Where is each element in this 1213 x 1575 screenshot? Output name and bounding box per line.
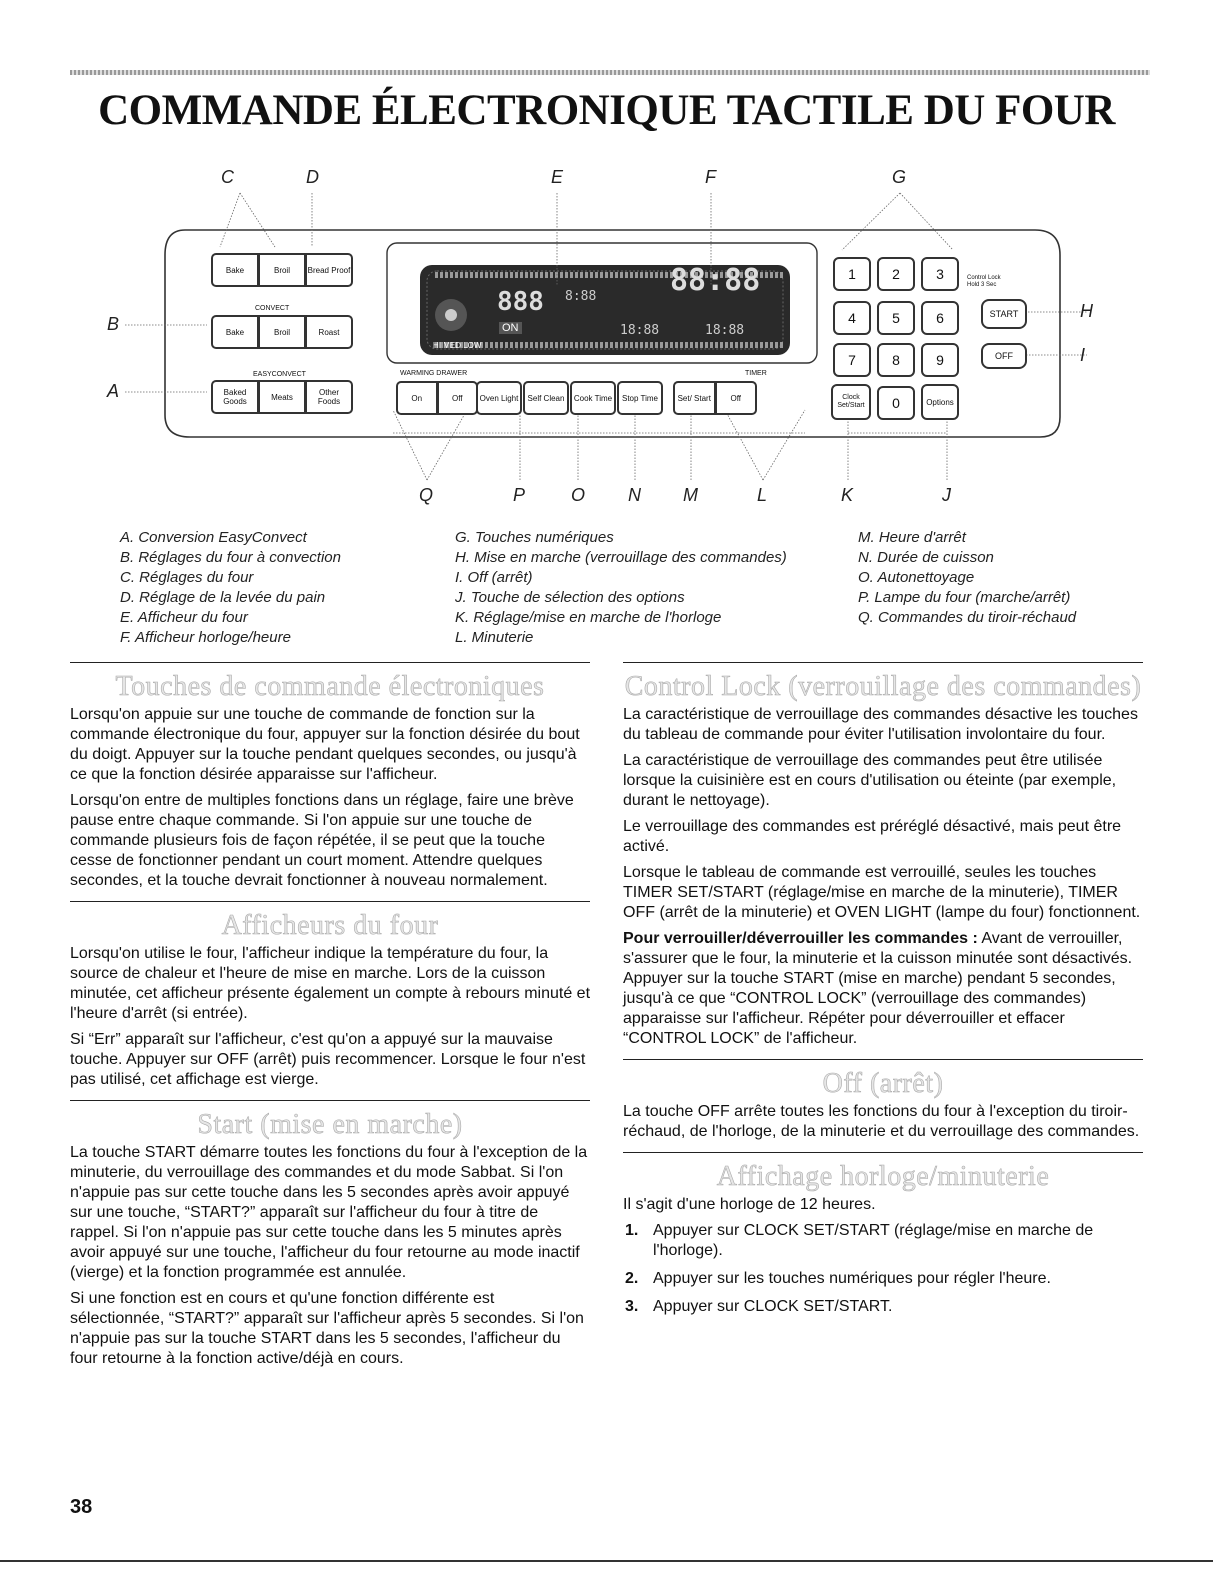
section-rule <box>623 1152 1143 1153</box>
start-key[interactable]: START <box>981 299 1027 329</box>
letter-o: O <box>571 485 586 505</box>
display-small-mid: 8:88 <box>565 289 597 304</box>
letter-g: G <box>892 167 907 187</box>
section-title: Touches de commande électroniques <box>115 671 545 702</box>
control-lock-label: Control Lock Hold 3 Sec <box>967 275 1001 288</box>
panel-key[interactable]: Off <box>436 383 477 413</box>
display-on-label: ON <box>499 322 522 334</box>
legend-item: P. Lampe du four (marche/arrêt) <box>858 589 1071 606</box>
panel-key[interactable]: Baked Goods <box>223 388 247 406</box>
letter-l: L <box>757 485 768 505</box>
key-row-2 <box>211 380 353 414</box>
numeric-key-2[interactable]: 2 <box>877 257 915 291</box>
paragraph: La touche START démarre toutes les fonctions du four à l'exception de la minuterie, du verrouillage des commandes et du mode Sabbat. Si l'on n'appuie pas sur cette touche dans les 5 secondes après avoir appuyé sur une touche, “START?” apparaît sur l'afficheur du four à titre de rappel. Si l'on n'appuie pas sur cette touche dans les 5 minutes après avoir appuyé sur une touche, l'afficheur du four retourne au mode inactif (vierge) et la fonction programmée est annulée. <box>70 1144 588 1281</box>
paragraph: Lorsqu'on utilise le four, l'afficheur indique la température du four, la source de chaleur et l'heure de mise en marche. Lors de la cuisson minutée, cet afficheur présente également un compte à rebours minuté et l'heure d'arrêt (si entrée). <box>70 945 591 1022</box>
legend-item: O. Autonettoyage <box>858 569 975 586</box>
panel-key[interactable]: Broil <box>257 317 304 347</box>
letter-c: C <box>221 167 234 187</box>
numeric-key-3[interactable]: 3 <box>921 257 959 291</box>
legend-item: I. Off (arrêt) <box>455 569 533 586</box>
step-text: Appuyer sur CLOCK SET/START. <box>653 1298 893 1315</box>
panel-key[interactable]: Meats <box>257 382 304 412</box>
lock-instructions <box>623 929 1143 1049</box>
step-item <box>623 1269 1143 1289</box>
legend-item: H. Mise en marche (verrouillage des commandes) <box>455 549 787 566</box>
legend-item: Q. Commandes du tiroir-réchaud <box>858 609 1077 626</box>
paragraph: Lorsque le tableau de commande est verrouillé, seules les touches TIMER SET/START (réglage/mise en marche de la minuterie), TIMER OFF (arrêt de la minuterie) et OVEN LIGHT (lampe du four) fonctionnent. <box>623 864 1141 921</box>
easyconvect-group-label: EASYCONVECT <box>253 371 306 378</box>
display-clock: 88:88 <box>670 263 761 298</box>
paragraph: Il s'agit d'une horloge de 12 heures. <box>623 1196 876 1213</box>
section-title: Affichage horloge/minuterie <box>716 1161 1050 1192</box>
paragraph: Lorsqu'on appuie sur une touche de commande de fonction sur la commande électronique du four, appuyer sur la fonction désirée du bout du doigt. Appuyer sur la touche pendant quelques secondes, ou jusqu'à ce que la fonction désirée apparaisse sur l'afficheur. <box>70 706 580 783</box>
key-row-1 <box>211 315 353 349</box>
bottom-key-group <box>476 381 522 415</box>
bottom-key-group <box>396 381 478 415</box>
numeric-key-1[interactable]: 1 <box>833 257 871 291</box>
legend-item: L. Minuterie <box>455 629 534 646</box>
panel-key[interactable]: Bake <box>225 265 245 275</box>
panel-key[interactable]: On <box>411 393 423 403</box>
paragraph: La caractéristique de verrouillage des commandes désactive les touches du tableau de commande pour éviter l'utilisation involontaire du four. <box>623 706 1138 743</box>
left-text-column <box>70 662 590 1375</box>
display-temp: 888 <box>497 287 544 317</box>
section-title: Off (arrêt) <box>822 1068 944 1099</box>
panel-key[interactable]: Bake <box>225 327 245 337</box>
section-title: Afficheurs du four <box>221 910 439 941</box>
legend-col-2 <box>455 528 787 648</box>
letter-b: B <box>107 314 120 334</box>
legend-item: F. Afficheur horloge/heure <box>120 629 291 646</box>
section-rule <box>623 1059 1143 1060</box>
page-title: COMMANDE ÉLECTRONIQUE TACTILE DU FOUR <box>98 87 1115 134</box>
paragraph: Si “Err” apparaît sur l'afficheur, c'est qu'on a appuyé sur la mauvaise touche. Appuyer sur OFF (arrêt) puis recommencer. Lorsque le four n'est pas utilisé, cet affichage est vierge. <box>70 1031 586 1088</box>
numeric-key-4[interactable]: 4 <box>833 301 871 335</box>
section-title: Start (mise en marche) <box>197 1109 463 1140</box>
step-text: Appuyer sur les touches numériques pour régler l'heure. <box>653 1270 1051 1287</box>
section-rule <box>70 1100 590 1101</box>
section-rule <box>623 662 1143 663</box>
legend-col-1 <box>120 528 341 648</box>
numeric-key-8[interactable]: 8 <box>877 343 915 377</box>
bottom-key-group <box>570 381 616 415</box>
legend-item: C. Réglages du four <box>120 569 254 586</box>
paragraph: Si une fonction est en cours et qu'une fonction différente est sélectionnée, “START?” apparaît sur l'afficheur après 5 secondes. Si l'on n'appuie pas sur la touche START dans les 5 secondes, l'afficheur du four retourne à la fonction active/déjà en cours. <box>70 1290 584 1367</box>
step-item <box>623 1221 1143 1261</box>
step-number: 2. <box>625 1270 639 1287</box>
legend-item: K. Réglage/mise en marche de l'horloge <box>455 609 722 626</box>
lock-instructions-text: Avant de verrouiller, s'assurer que le four, la minuterie et la cuisson minutée sont désactivés. Appuyer sur la touche START (mise en marche) pendant 5 secondes, jusqu'à ce que “CONTROL LOCK” (verrouillage des commandes) apparaisse sur l'afficheur. Répéter pour déverrouiller et effacer “CONTROL LOCK” de l'afficheur. <box>623 930 1133 1047</box>
bottom-key-group <box>523 381 569 415</box>
warming-drawer-label: WARMING DRAWER <box>400 370 468 377</box>
legend-item: G. Touches numériques <box>455 529 614 546</box>
letter-p: P <box>513 485 526 505</box>
letter-d: D <box>306 167 319 187</box>
steps-list <box>623 1221 1143 1317</box>
panel-key[interactable]: Roast <box>304 317 351 347</box>
letter-f: F <box>705 167 716 187</box>
panel-key[interactable]: Off <box>714 383 756 413</box>
bottom-rule <box>0 1560 1213 1562</box>
bottom-key-group <box>617 381 663 415</box>
lock-instructions-lead: Pour verrouiller/déverrouiller les commandes : <box>623 930 978 947</box>
panel-key[interactable]: Bread Proof <box>304 255 351 285</box>
letter-n: N <box>628 485 641 505</box>
numeric-key-6[interactable]: 6 <box>921 301 959 335</box>
off-key[interactable]: OFF <box>981 343 1027 369</box>
top-dotted-rule <box>70 70 1150 75</box>
legend-item: M. Heure d'arrêt <box>858 529 966 546</box>
letter-q: Q <box>419 485 434 505</box>
letter-a: A <box>107 381 120 401</box>
numeric-key-7[interactable]: 7 <box>833 343 871 377</box>
control-panel-diagram <box>107 165 1095 510</box>
timer-label: TIMER <box>745 370 767 377</box>
numeric-key-0[interactable]: 0 <box>877 386 915 420</box>
paragraph: Lorsqu'on entre de multiples fonctions dans un réglage, faire une brève pause entre chaque commande. Si l'on appuie sur une touche de commande plusieurs fois de façon répétée, il se peut que la touche cesse de fonctionner pendant un court moment. Attendre quelques secondes, et la touche devrait fonctionner à nouveau normalement. <box>70 792 574 889</box>
options-key[interactable]: Options <box>921 384 959 420</box>
paragraph: Le verrouillage des commandes est préréglé désactivé, mais peut être activé. <box>623 818 1122 855</box>
panel-key[interactable]: Set/ Start <box>677 393 711 403</box>
display-scale-label: HI MED LOW <box>433 341 482 350</box>
numeric-key-9[interactable]: 9 <box>921 343 959 377</box>
legend-item: B. Réglages du four à convection <box>120 549 341 566</box>
step-number: 3. <box>625 1298 639 1315</box>
convect-group-label: CONVECT <box>255 305 290 312</box>
letter-e: E <box>551 167 564 187</box>
right-text-column <box>623 662 1143 1325</box>
step-number: 1. <box>625 1222 639 1239</box>
section-rule <box>70 901 590 902</box>
panel-key[interactable]: Stop Time <box>621 393 658 403</box>
letter-i: I <box>1080 345 1086 365</box>
letter-j: J <box>942 485 951 505</box>
paragraph: La touche OFF arrête toutes les fonctions du four à l'exception du tiroir-réchaud, de l'horloge, de la minuterie et du verrouillage des commandes. <box>623 1103 1140 1140</box>
panel-key[interactable]: Other Foods <box>304 382 351 412</box>
panel-key[interactable]: Self Clean <box>527 393 565 403</box>
bottom-key-group <box>673 381 757 415</box>
step-text: Appuyer sur CLOCK SET/START (réglage/mise en marche de l'horloge). <box>653 1222 1094 1259</box>
panel-key[interactable]: Cook Time <box>573 393 613 403</box>
numeric-key-5[interactable]: 5 <box>877 301 915 335</box>
panel-key[interactable]: Broil <box>257 255 304 285</box>
letter-m: M <box>683 485 698 505</box>
letter-h: H <box>1080 301 1093 321</box>
legend-item: A. Conversion EasyConvect <box>120 529 307 546</box>
legend-col-3 <box>858 528 1076 628</box>
legend-item: J. Touche de sélection des options <box>455 589 685 606</box>
panel-key[interactable]: Oven Light <box>479 393 519 403</box>
legend-item: D. Réglage de la levée du pain <box>120 589 326 606</box>
legend-item: E. Afficheur du four <box>120 609 248 626</box>
section-title: Control Lock (verrouillage des commandes) <box>624 671 1142 702</box>
letter-k: K <box>841 485 854 505</box>
step-item <box>623 1297 1143 1317</box>
display-small-left: 18:88 <box>620 323 660 338</box>
section-rule <box>70 662 590 663</box>
page-number: 38 <box>70 1496 93 1518</box>
paragraph: La caractéristique de verrouillage des commandes peut être utilisée lorsque la cuisinière est en cours d'utilisation ou éteinte (par exemple, durant le nettoyage). <box>623 752 1117 809</box>
legend-item: N. Durée de cuisson <box>858 549 994 566</box>
clock-set-start-key[interactable]: Clock Set/Start <box>831 384 871 420</box>
key-row-0 <box>211 253 353 287</box>
display-small-right: 18:88 <box>705 323 745 338</box>
